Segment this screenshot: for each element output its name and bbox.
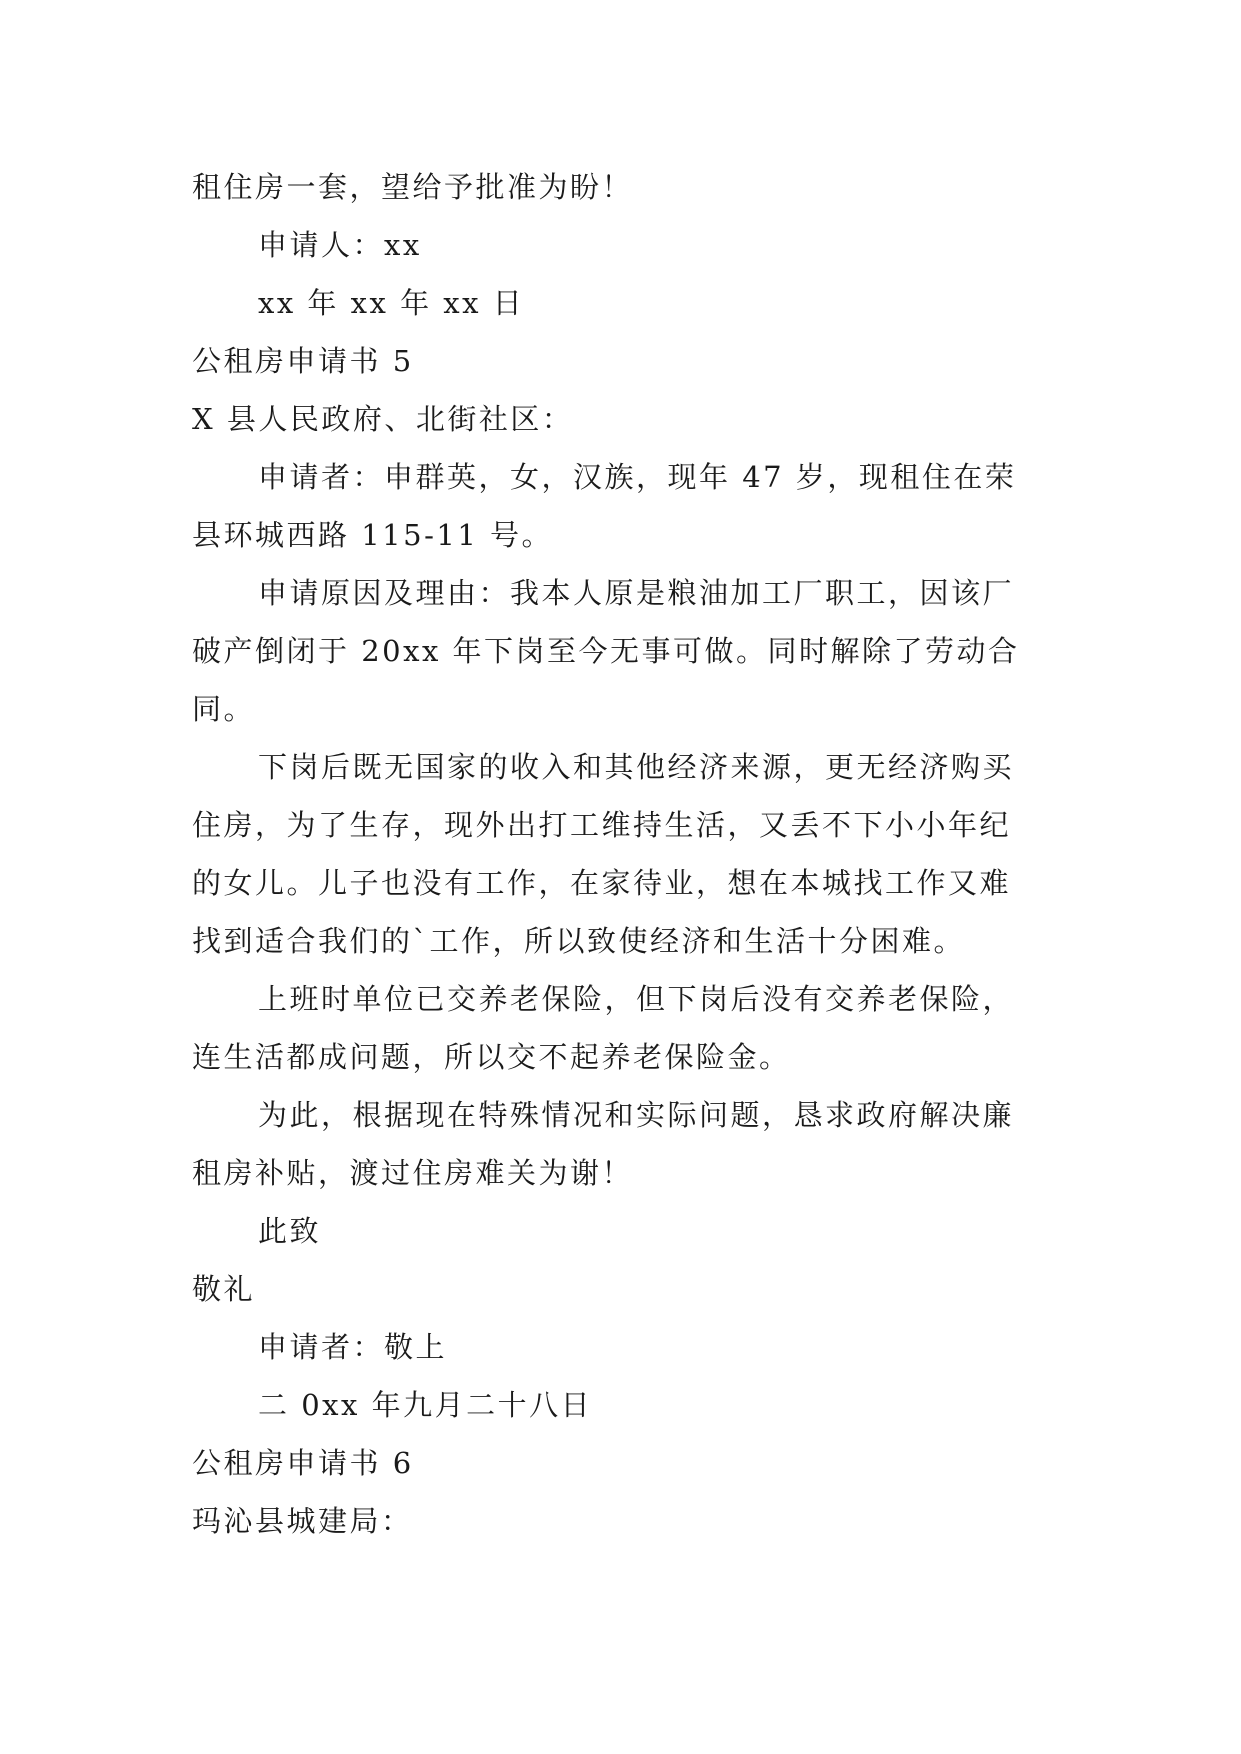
text-line-date: 二 0xx 年九月二十八日 [258, 1388, 593, 1422]
text-line: 为此，根据现在特殊情况和实际问题，恳求政府解决廉 [258, 1098, 1015, 1132]
text-line: 下岗后既无国家的收入和其他经济来源，更无经济购买 [258, 750, 1015, 784]
text-line-salutation: 此致 [258, 1214, 322, 1248]
text-line: 找到适合我们的`工作，所以致使经济和生活十分困难。 [192, 924, 966, 958]
text-line: 租房补贴，渡过住房难关为谢！ [192, 1156, 634, 1190]
text-line-applicant: 申请人：xx [258, 228, 422, 262]
text-line: 申请者：申群英，女，汉族，现年 47 岁，现租住在荣 [258, 460, 1017, 494]
text-line-date: xx 年 xx 年 xx 日 [258, 286, 525, 320]
section-heading-5: 公租房申请书 5 [192, 344, 414, 378]
text-line: 住房，为了生存，现外出打工维持生活，又丢不下小小年纪 [192, 808, 1012, 842]
text-line-signature: 申请者：敬上 [258, 1330, 448, 1364]
text-line-closing-request: 租住房一套，望给予批准为盼！ [192, 170, 634, 204]
text-line-addressee: 玛沁县城建局： [192, 1504, 413, 1538]
text-line: 破产倒闭于 20xx 年下岗至今无事可做。同时解除了劳动合 [192, 634, 1020, 668]
text-line: 的女儿。儿子也没有工作，在家待业，想在本城找工作又难 [192, 866, 1012, 900]
section-heading-6: 公租房申请书 6 [192, 1446, 414, 1480]
text-line: 同。 [192, 692, 256, 726]
text-line: 县环城西路 115-11 号。 [192, 518, 553, 552]
text-line: 连生活都成问题，所以交不起养老保险金。 [192, 1040, 791, 1074]
text-line-salutation-end: 敬礼 [192, 1272, 256, 1306]
text-line: 上班时单位已交养老保险，但下岗后没有交养老保险， [258, 982, 1015, 1016]
text-line: 申请原因及理由：我本人原是粮油加工厂职工，因该厂 [258, 576, 1015, 610]
text-line-addressee: X 县人民政府、北街社区： [192, 402, 574, 436]
